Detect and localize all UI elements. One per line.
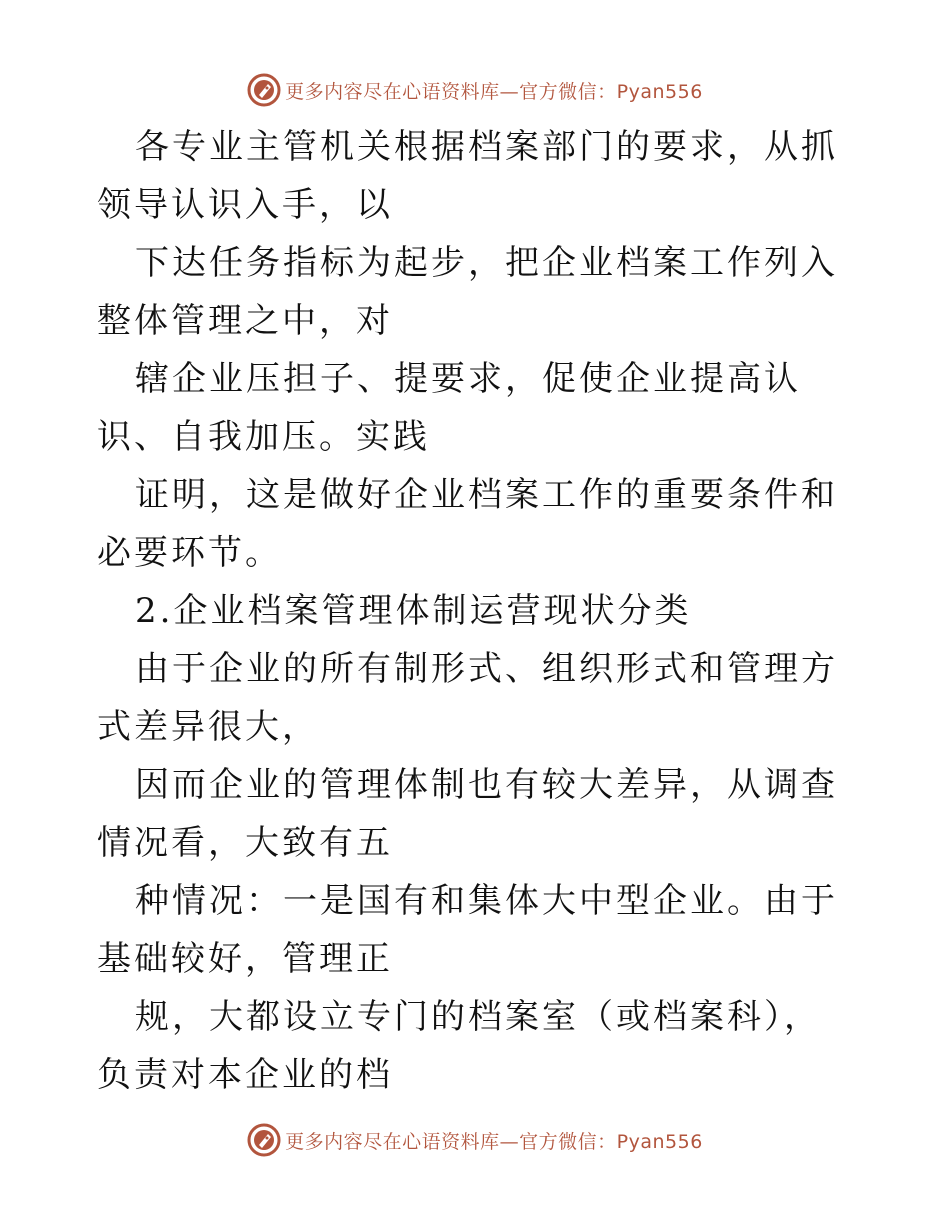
footer-watermark-wechat-id: Pyan556 bbox=[616, 1130, 703, 1153]
paragraph: 各专业主管机关根据档案部门的要求，从抓领导认识入手，以 bbox=[97, 127, 838, 225]
header-watermark-text bbox=[285, 77, 703, 104]
paragraph: 由于企业的所有制形式、组织形式和管理方式差异很大， bbox=[97, 649, 838, 747]
footer-watermark-text bbox=[285, 1127, 703, 1154]
paragraph: 种情况：一是国有和集体大中型企业。由于基础较好，管理正 bbox=[97, 881, 838, 979]
paragraph: 因而企业的管理体制也有较大差异，从调查情况看，大致有五 bbox=[97, 765, 838, 863]
pen-nib-logo-icon bbox=[247, 73, 281, 107]
paragraph: 辖企业压担子、提要求，促使企业提高认识、自我加压。实践 bbox=[97, 359, 801, 457]
document-body bbox=[97, 118, 857, 1104]
header-watermark-cn: 更多内容尽在心语资料库—官方微信： bbox=[285, 80, 617, 103]
pen-nib-logo-icon bbox=[247, 1123, 281, 1157]
header-watermark bbox=[0, 70, 950, 110]
paragraph: 规，大都设立专门的档案室（或档案科），负责对本企业的档 bbox=[97, 997, 821, 1095]
section-heading: 2.企业档案管理体制运营现状分类 bbox=[135, 591, 692, 631]
footer-watermark bbox=[0, 1120, 950, 1160]
header-watermark-wechat-id: Pyan556 bbox=[616, 80, 703, 103]
paragraph: 证明，这是做好企业档案工作的重要条件和必要环节。 bbox=[97, 475, 838, 573]
paragraph: 下达任务指标为起步，把企业档案工作列入整体管理之中，对 bbox=[97, 243, 838, 341]
footer-watermark-cn: 更多内容尽在心语资料库—官方微信： bbox=[285, 1130, 617, 1153]
